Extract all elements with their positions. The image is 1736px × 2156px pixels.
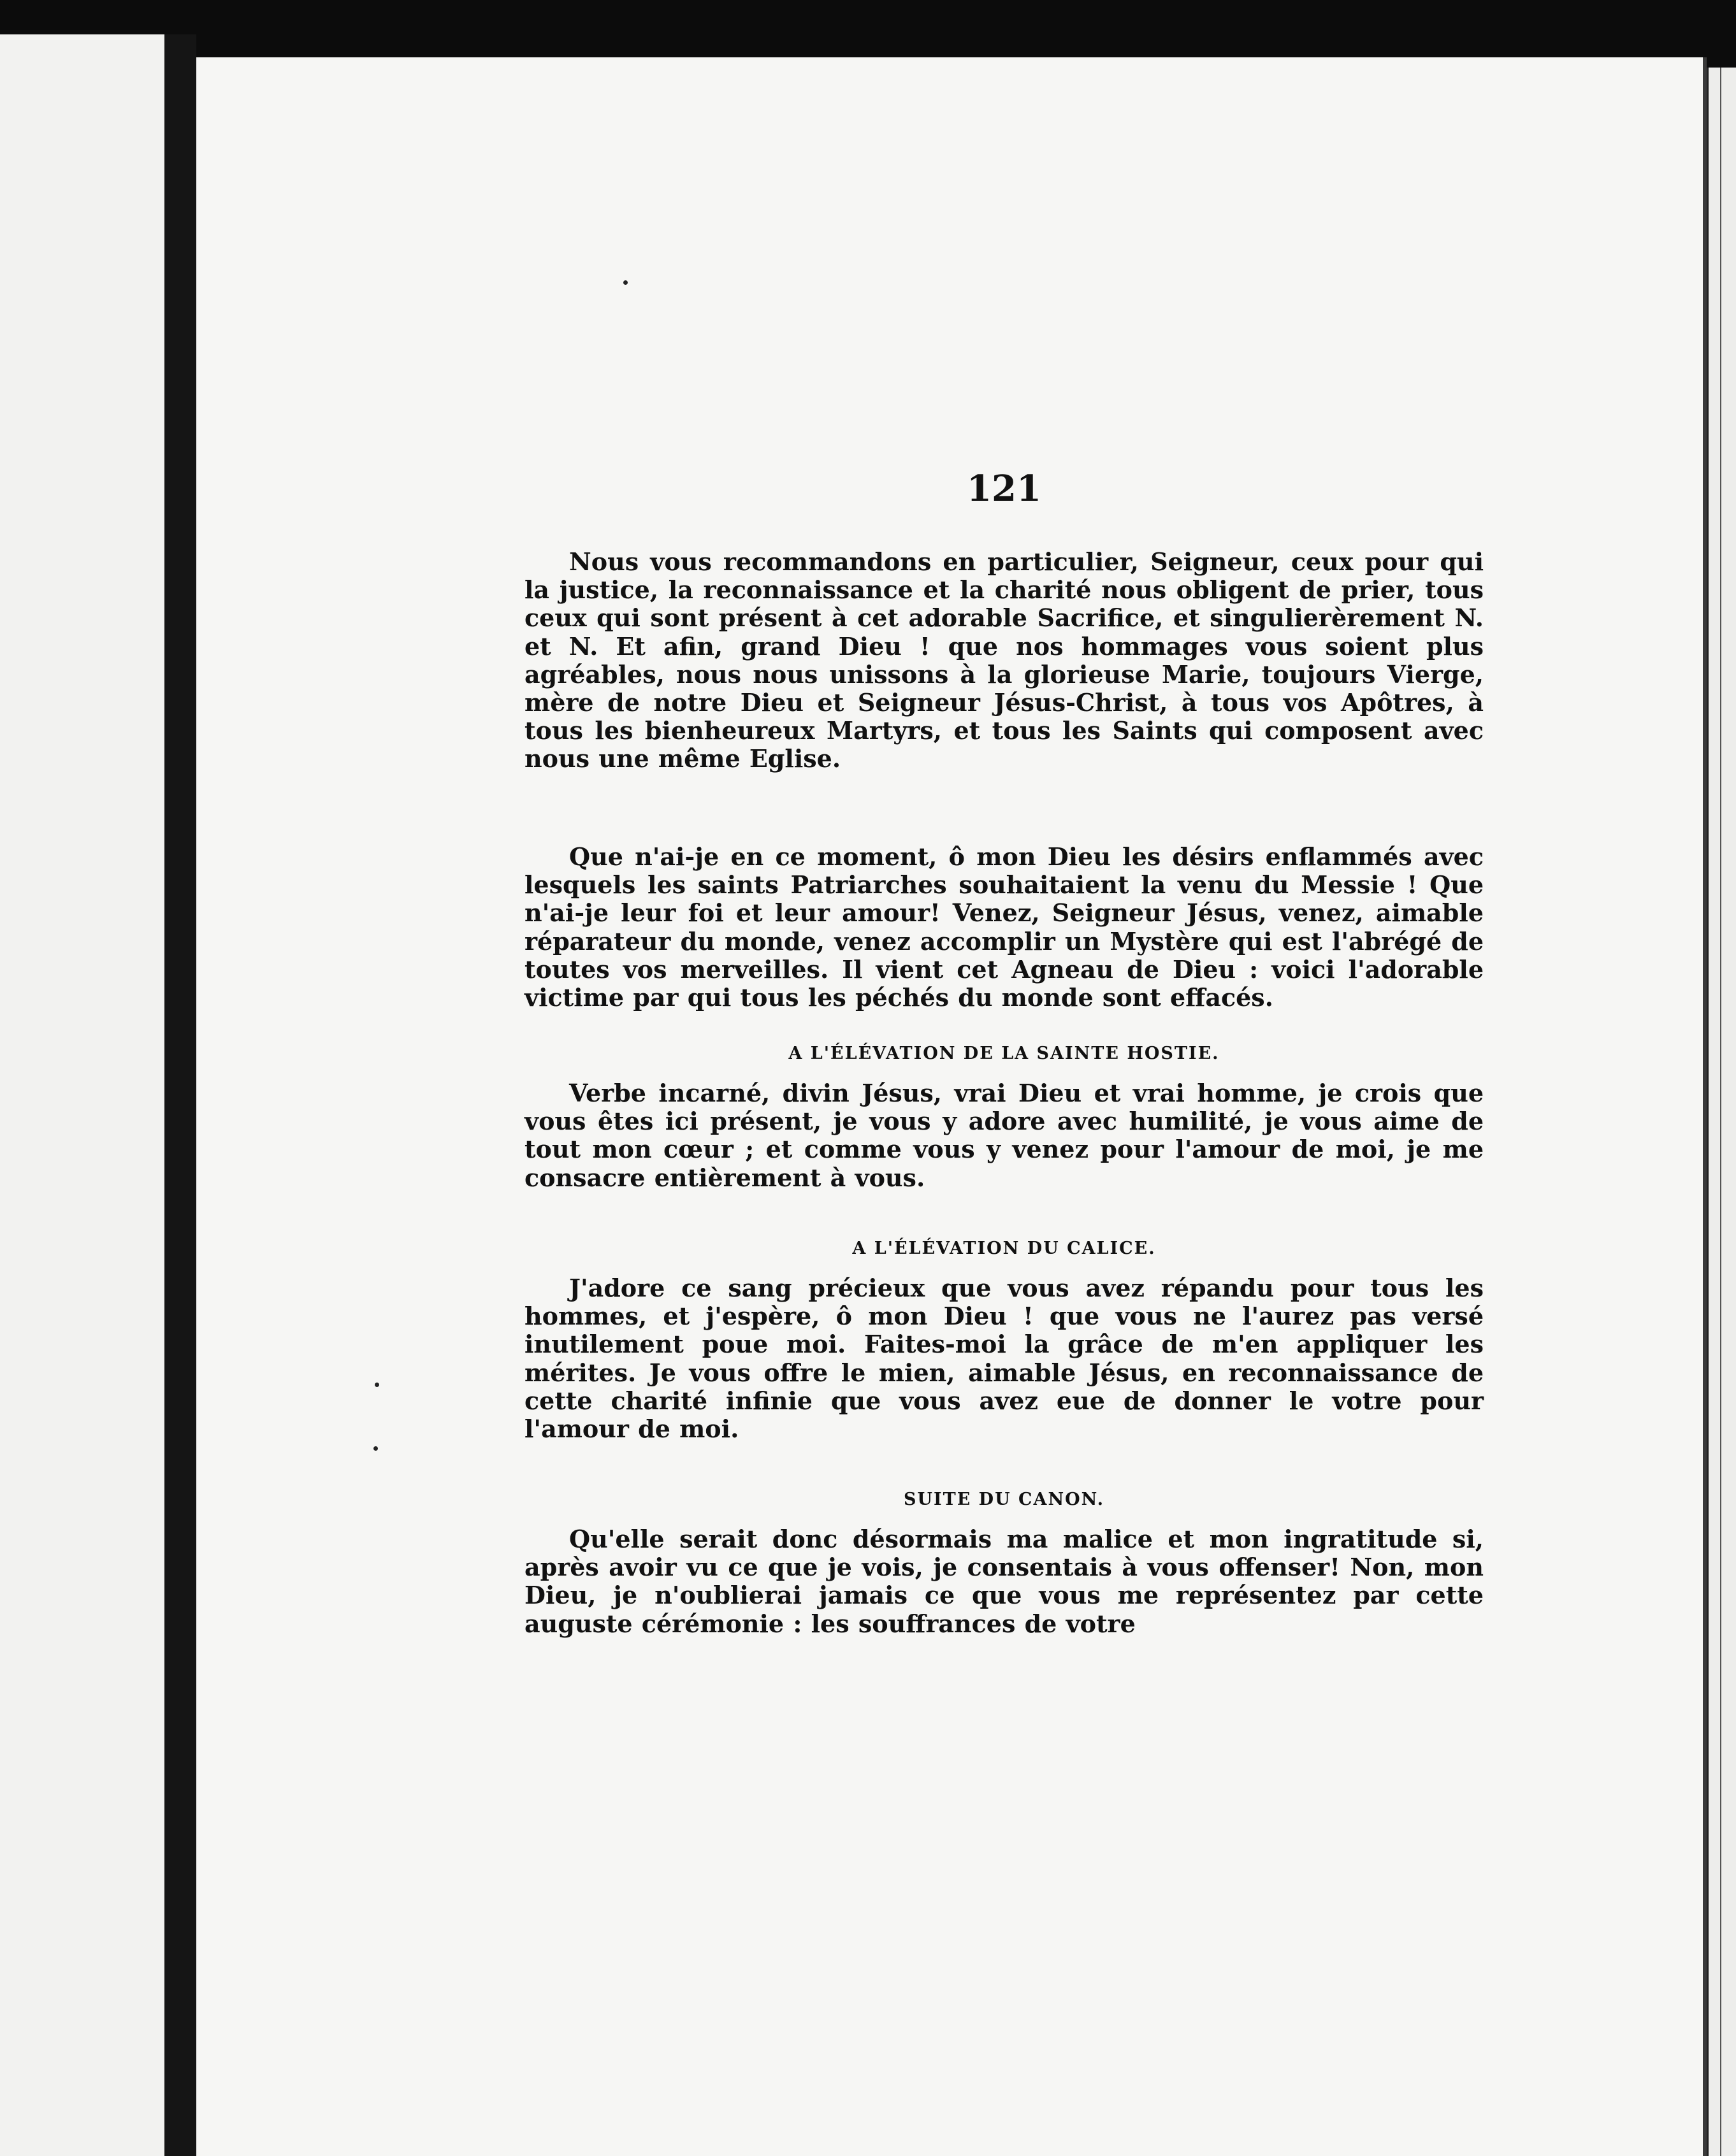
page-number: 121 [967,468,1041,510]
paragraph-desirs: Que n'ai-je en ce moment, ô mon Dieu les désirs enflammés avec lesquels les saints Patriarches souhaitaient la venu du Messie ! Que n'ai-je leur foi et leur amour! Venez, Seigneur Jésus, venez, aimable réparateur du monde, venez accomplir un Mystère qui est l'abrégé de toutes vos merveilles. Il vient cet Agneau de Dieu : voici l'adorable victime par qui tous les péchés du monde sont effacés. [524,842,1484,1012]
paragraph-calice: J'adore ce sang précieux que vous avez répandu pour tous les hommes, et j'espère, ô mon Dieu ! que vous ne l'aurez pas versé inutilement poue moi. Faites-moi la grâce de m'en appliquer les mérites. Je vous offre le mien, aimable Jésus, en reconnaissance de cette charité infinie que vous avez eue de donner le votre pour l'amour de moi. [524,1274,1484,1444]
ink-speck [375,1383,379,1387]
heading-elevation-hostie: A L'ÉLÉVATION DE LA SAINTE HOSTIE. [788,1044,1220,1063]
facing-page-edge [0,34,164,2156]
book-page [196,57,1707,2156]
paragraph-hostie: Verbe incarné, divin Jésus, vrai Dieu et vrai homme, je crois que vous êtes ici présent, je vous y adore avec humilité, je vous aime de tout mon cœur ; et comme vous y venez pour l'amour de moi, je me consacre entièrement à vous. [524,1079,1484,1192]
paragraph-recommandons: Nous vous recommandons en particulier, Seigneur, ceux pour qui la justice, la reconnaissance et la charité nous obligent de prier, tous ceux qui sont présent à cet adorable Sacrifice, et singulierèrement N. et N. Et afin, grand Dieu ! que nos hommages vous soient plus agréables, nous nous unissons à la glorieuse Marie, toujours Vierge, mère de notre Dieu et Seigneur Jésus-Christ, à tous vos Apôtres, à tous les bienheureux Martyrs, et tous les Saints qui composent avec nous une même Eglise. [524,547,1484,773]
ink-speck [373,1446,378,1451]
page-right-edge [1707,68,1736,2156]
paragraph-canon: Qu'elle serait donc désormais ma malice et mon ingratitude si, après avoir vu ce que je vois, je consentais à vous offenser! Non, mon Dieu, je n'oublierai jamais ce que vous me représentez par cette auguste cérémonie : les souffrances de votre [524,1525,1484,1638]
heading-suite-canon: SUITE DU CANON. [903,1490,1105,1509]
binding-gutter [164,34,196,2156]
ink-speck [623,280,628,285]
heading-elevation-calice: A L'ÉLÉVATION DU CALICE. [852,1239,1156,1258]
